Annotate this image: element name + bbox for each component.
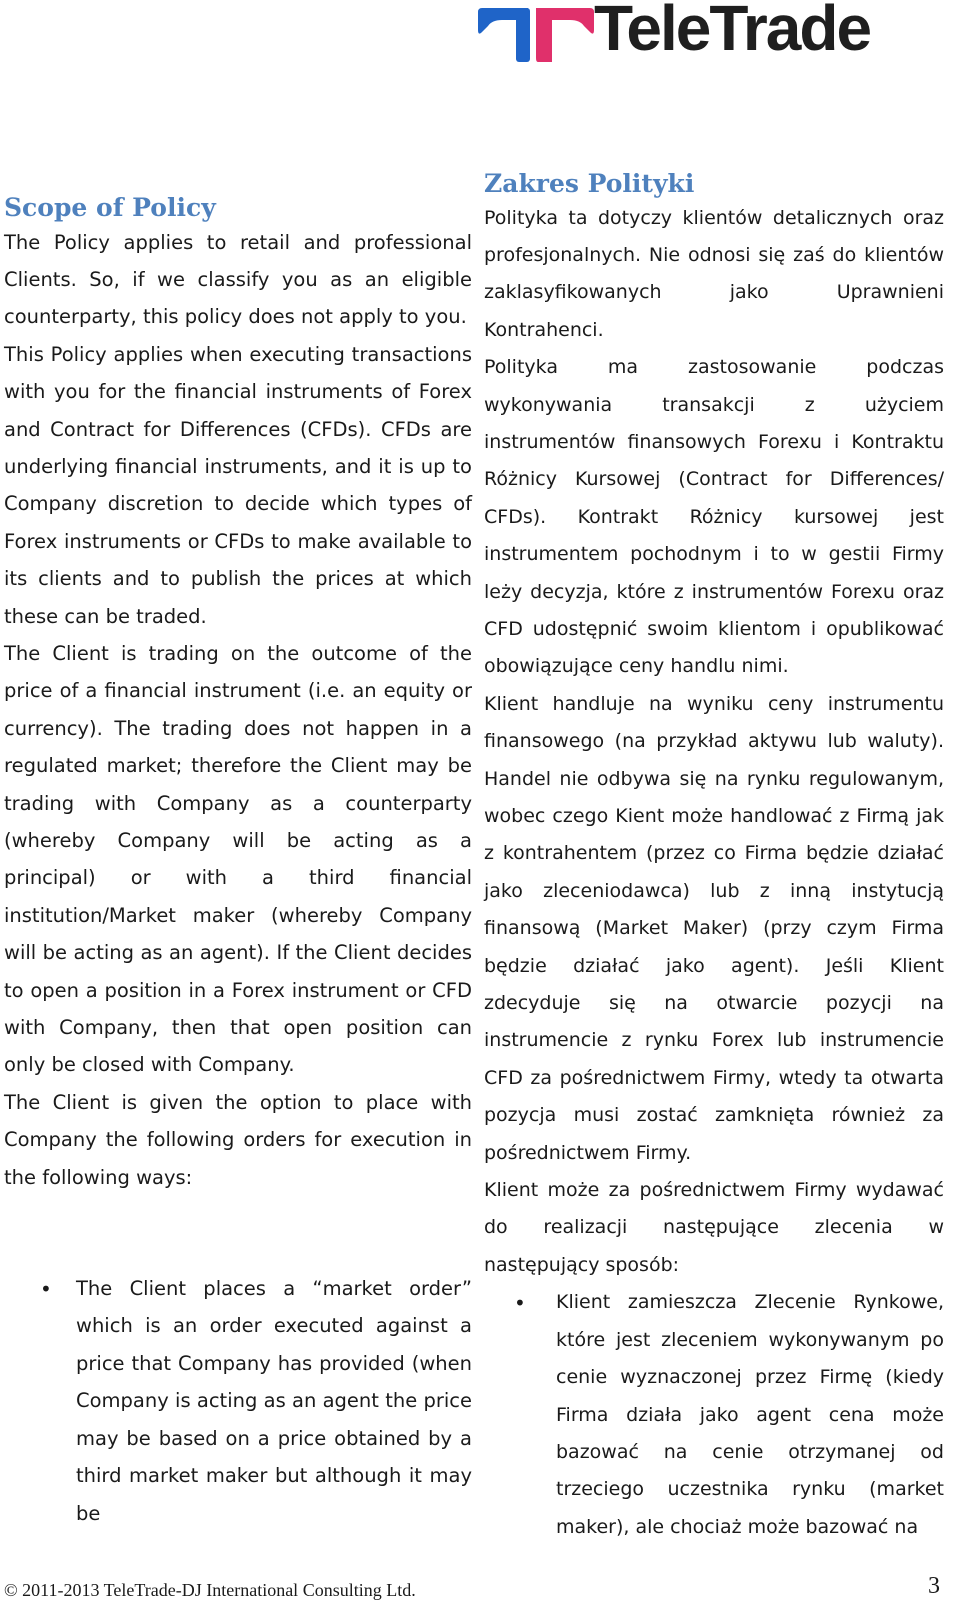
footer-copyright: © 2011-2013 TeleTrade-DJ International Consulting Ltd. bbox=[4, 1580, 416, 1600]
logo-text: TeleTrade bbox=[594, 0, 871, 64]
page-number: 3 bbox=[928, 1573, 940, 1599]
section-heading-pl: Zakres Polityki bbox=[484, 169, 695, 198]
bullet-item-en bbox=[4, 1270, 472, 1532]
paragraph-en-2: This Policy applies when executing transactions with you for the financial instruments of Forex and Contract for Differences (CFDs). CFDs are underlying financial instruments, and it is up to Company discretion to decide which types of Forex instruments or CFDs to make available to its clients and to publish the prices at which these can be traded. bbox=[4, 342, 472, 628]
paragraph-pl-4: Klient może za pośrednictwem Firmy wydawać do realizacji następujące zlecenia w następujący sposób: bbox=[484, 1179, 944, 1276]
polish-column bbox=[484, 170, 944, 1546]
bullet-icon: • bbox=[40, 1277, 52, 1302]
bullet-item-pl bbox=[484, 1284, 944, 1546]
paragraph-pl-2: Polityka ma zastosowanie podczas wykonywania transakcji z użyciem instrumentów finansowych Forexu i Kontraktu Różnicy Kursowej (Contract for Differences/ CFDs). Kontrakt Różnicy kursowej jest instrumentem pochodnym i to w gestii Firmy leży decyzja, które z instrumentów Forexu oraz CFD udostępnić swoim klientom i opublikować obowiązujące ceny handlu nimi. bbox=[484, 356, 944, 678]
teletrade-logo bbox=[476, 2, 936, 66]
paragraph-en-3: The Client is trading on the outcome of the price of a financial instrument (i.e. an equity or currency). The trading does not happen in a regulated market; therefore the Client may be trading with Company as a counterparty (whereby Company will be acting as a principal) or with a third financial institution/Market maker (whereby Company will be acting as an agent). If the Client decides to open a position in a Forex instrument or CFD with Company, then that open position can only be closed with Company. bbox=[4, 641, 472, 1077]
paragraph-en-4: The Client is given the option to place with Company the following orders for execution in the following ways: bbox=[4, 1090, 472, 1189]
paragraph-en-1: The Policy applies to retail and professional Clients. So, if we classify you as an eligible counterparty, this policy does not apply to you. bbox=[4, 230, 472, 329]
paragraph-pl-1: Polityka ta dotyczy klientów detalicznych oraz profesjonalnych. Nie odnosi się zaś do klientów zaklasyfikowanych jako Uprawnieni Kontrahenci. bbox=[484, 206, 944, 341]
bullet-icon: • bbox=[514, 1291, 526, 1316]
teletrade-logo-mark-icon bbox=[476, 6, 594, 64]
english-column bbox=[4, 194, 472, 1532]
bullet-text-en: The Client places a “market order” which is an order executed against a price that Company has provided (when Company is acting as an agent the price may be based on a price obtained by a third market maker but although it may be bbox=[76, 1277, 472, 1525]
bullet-text-pl: Klient zamieszcza Zlecenie Rynkowe, które jest zleceniem wykonywanym po cenie wyznaczonej przez Firmę (kiedy Firma działa jako agent cena może bazować na cenie otrzymanej od trzeciego uczestnika rynku (market maker), ale chociaż może bazować na bbox=[556, 1291, 944, 1538]
section-heading-en: Scope of Policy bbox=[4, 193, 216, 222]
paragraph-pl-3: Klient handluje na wyniku ceny instrumentu finansowego (na przykład aktywu lub waluty). Handel nie odbywa się na rynku regulowanym, wobec czego Kient może handlować z Firmą jak z kontrahentem (przez co Firma będzie działać jako zleceniodawca) lub z inną instytucją finansową (Market Maker) (przy czym Firma będzie działać jako agent). Jeśli Klient zdecyduje się na otwarcie pozycji na instrumencie z rynku Forex lub instrumencie CFD za pośrednictwem Firmy, wtedy ta otwarta pozycja musi zostać zamknięta również za pośrednictwem Firmy. bbox=[484, 692, 944, 1164]
